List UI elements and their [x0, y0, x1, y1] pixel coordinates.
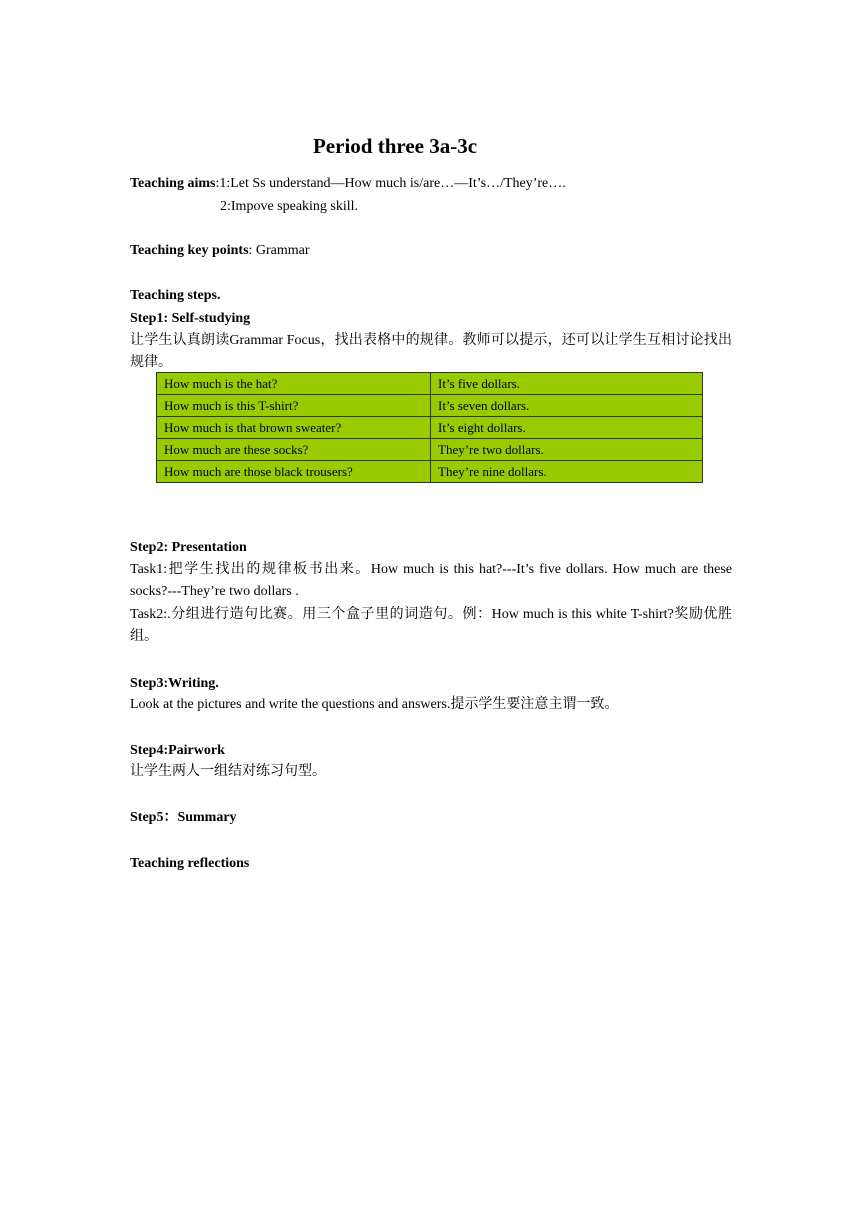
question-cell: How much are those black trousers?: [157, 461, 431, 483]
table-row: [157, 461, 703, 483]
key-points-line: [130, 240, 310, 262]
answer-cell: They’re two dollars.: [431, 439, 703, 461]
question-cell: How much is that brown sweater?: [157, 417, 431, 439]
answer-cell: It’s five dollars.: [431, 373, 703, 395]
question-cell: How much is the hat?: [157, 373, 431, 395]
teaching-aims-item2: 2:Impove speaking skill.: [220, 199, 359, 214]
question-cell: How much is this T-shirt?: [157, 395, 431, 417]
answer-cell: They’re nine dollars.: [431, 461, 703, 483]
step4-text: 让学生两人一组结对练习句型。: [130, 764, 326, 779]
teaching-aims-label: Teaching aims: [130, 176, 216, 191]
answer-cell: It’s seven dollars.: [431, 395, 703, 417]
table-row: [157, 439, 703, 461]
teaching-aims-item1: :1:Let Ss understand—How much is/are…—It’s…/They’re….: [215, 176, 566, 191]
answer-cell: It’s eight dollars.: [431, 417, 703, 439]
step1-heading: Step1: Self-studying: [130, 311, 251, 326]
key-points-value: : Grammar: [248, 243, 310, 258]
step5-heading: Step5：Summary: [130, 810, 237, 825]
table-row: [157, 417, 703, 439]
document-title: Period three 3a-3c: [312, 134, 478, 158]
step3-text: Look at the pictures and write the questions and answers.提示学生要注意主谓一致。: [130, 697, 619, 712]
key-points-label: Teaching key points: [130, 243, 249, 258]
step2-task2: Task2:.分组进行造句比赛。用三个盒子里的词造句。例：How much is this white T-shirt?奖励优胜组。: [130, 607, 732, 644]
table-row: [157, 395, 703, 417]
grammar-table: [156, 372, 703, 483]
teaching-aims-line1: [130, 173, 566, 195]
step1-text: 让学生认真朗读Grammar Focus，找出表格中的规律。教师可以提示，还可以让学生互相讨论找出规律。: [130, 333, 732, 370]
question-cell: How much are these socks?: [157, 439, 431, 461]
teaching-steps-heading: Teaching steps.: [130, 288, 221, 303]
teaching-reflections-heading: Teaching reflections: [130, 856, 250, 871]
step2-heading: Step2: Presentation: [130, 540, 247, 555]
table-row: [157, 373, 703, 395]
step3-heading: Step3:Writing.: [130, 676, 219, 691]
step2-task1: Task1:把学生找出的规律板书出来。How much is this hat?---It’s five dollars. How much are these socks?---They’re two dollars .: [130, 562, 732, 599]
step4-heading: Step4:Pairwork: [130, 743, 225, 758]
